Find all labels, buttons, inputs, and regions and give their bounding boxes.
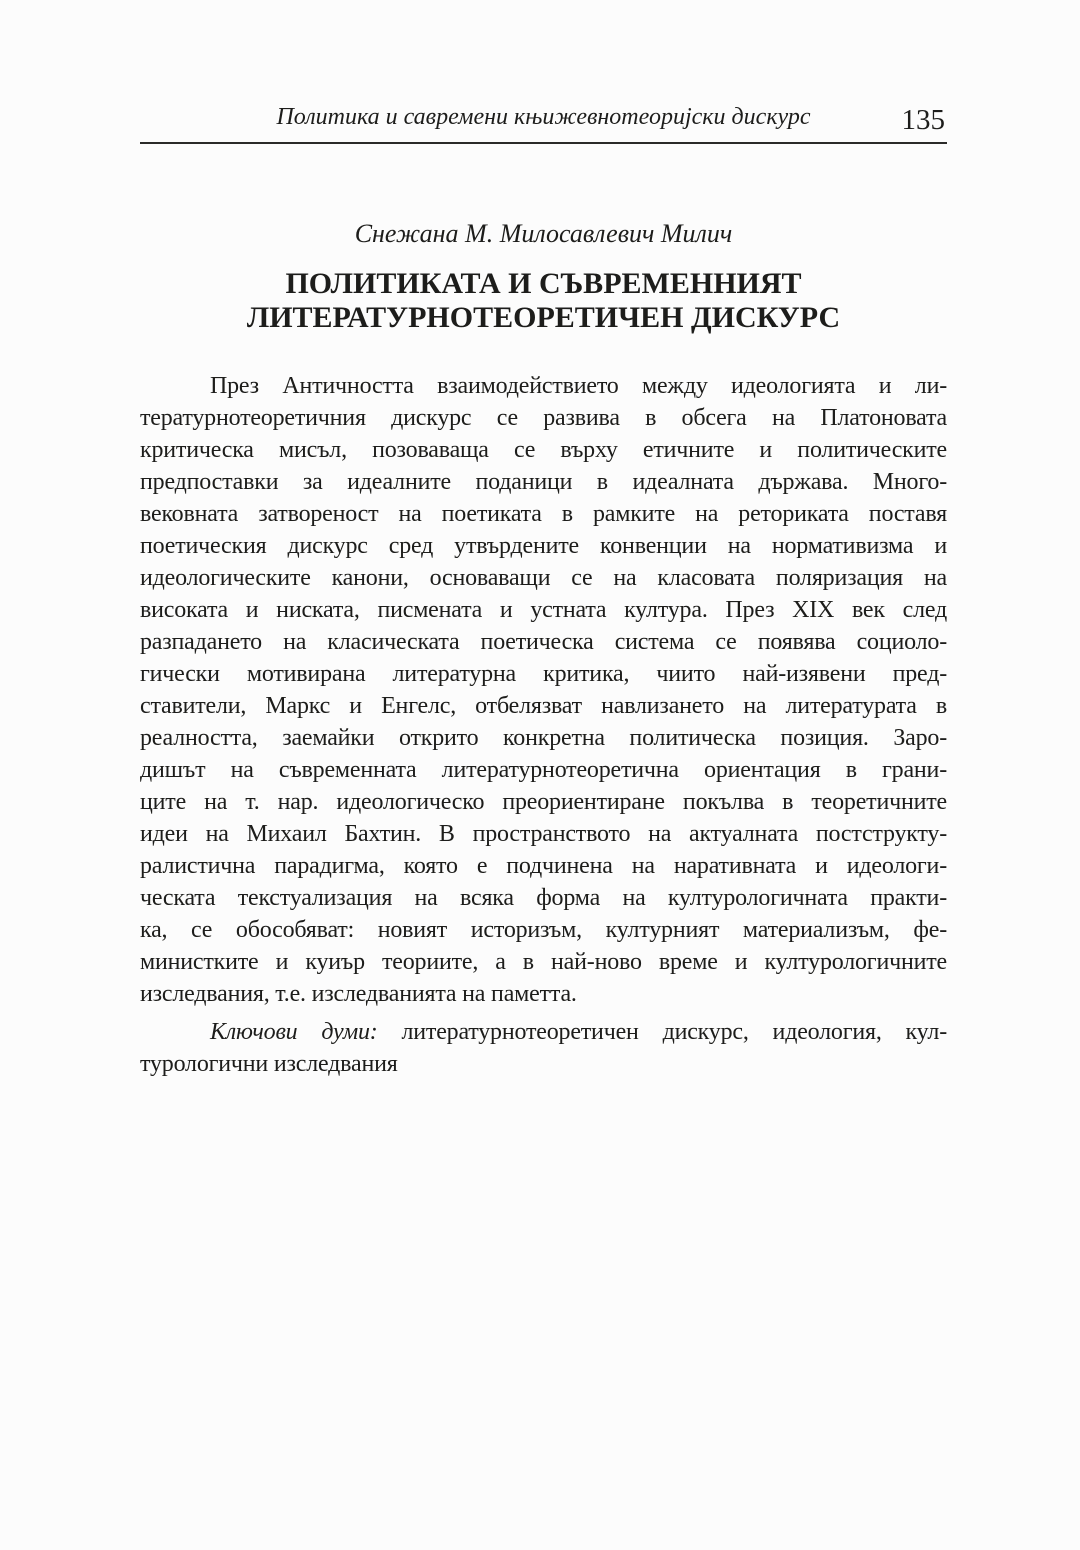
abstract-line: ците на т. нар. идеологическо преориентиране покълва в теоретичните — [140, 789, 947, 815]
abstract-line: реалността, заемайки открито конкретна политическа позиция. Заро- — [140, 725, 947, 751]
article-title-line2: ЛИТЕРАТУРНОТЕОРЕТИЧЕН ДИСКУРС — [246, 301, 841, 334]
abstract-paragraph — [140, 370, 947, 1010]
keywords-line-1 — [140, 1016, 947, 1048]
keywords-label: Ключови думи: — [210, 1019, 378, 1045]
author-line: Снежана М. Милосавлевич Милич — [354, 219, 733, 248]
abstract-line: ка, се обособяват: новият историзъм, културният материализъм, фе- — [140, 917, 947, 943]
abstract-line: тературнотеоретичния дискурс се развива в обсега на Платоновата — [140, 405, 947, 431]
abstract-line: дишът на съвременната литературнотеоретична ориентация в грани- — [140, 757, 947, 783]
abstract-line: ставители, Маркс и Енгелс, отбелязват навлизането на литературата в — [140, 693, 947, 719]
abstract-line: идеологическите канони, основаващи се на класовата поляризация на — [140, 565, 947, 591]
page-number: 135 — [901, 104, 945, 136]
abstract-line: министките и куиър теориите, а в най-ново време и културологичните — [140, 949, 947, 975]
keywords-paragraph — [140, 1016, 947, 1080]
abstract-line: ралистична парадигма, която е подчинена на наративната и идеологи- — [140, 853, 947, 879]
keywords-text: литературнотеоретичен дискурс, идеология, кул- — [377, 1019, 947, 1045]
keywords-line-2: турологични изследвания — [140, 1051, 398, 1077]
abstract-line: През Античността взаимодействието между идеологията и ли- — [210, 373, 947, 399]
abstract-line: критическа мисъл, позоваваща се върху етичните и политическите — [140, 437, 947, 463]
abstract-line: гически мотивирана литературна критика, чиито най-изявени пред- — [140, 661, 947, 687]
abstract-line: идеи на Михаил Бахтин. В пространството на актуалната постструкту- — [140, 821, 947, 847]
abstract-line: поетическия дискурс сред утвърдените конвенции на нормативизма и — [140, 533, 947, 559]
abstract-line: изследвания, т.е. изследванията на паметта. — [140, 981, 577, 1007]
abstract-line: предпоставки за идеалните поданици в идеалната държава. Много- — [140, 469, 947, 495]
article-title — [140, 267, 947, 335]
article-title-line1: ПОЛИТИКАТА И СЪВРЕМЕННИЯТ — [285, 267, 802, 300]
abstract-line: ческата текстуализация на всяка форма на културологичната практи- — [140, 885, 947, 911]
running-title: Политика и савремени књижевнотеоријски дискурс — [276, 104, 811, 130]
abstract-line: вековната затвореност на поетиката в рамките на реториката поставя — [140, 501, 947, 527]
abstract-line: високата и ниската, писмената и устната култура. През XIX век след — [140, 597, 947, 623]
abstract-line: разпадането на класическата поетическа система се появява социоло- — [140, 629, 947, 655]
page-header — [140, 102, 947, 144]
